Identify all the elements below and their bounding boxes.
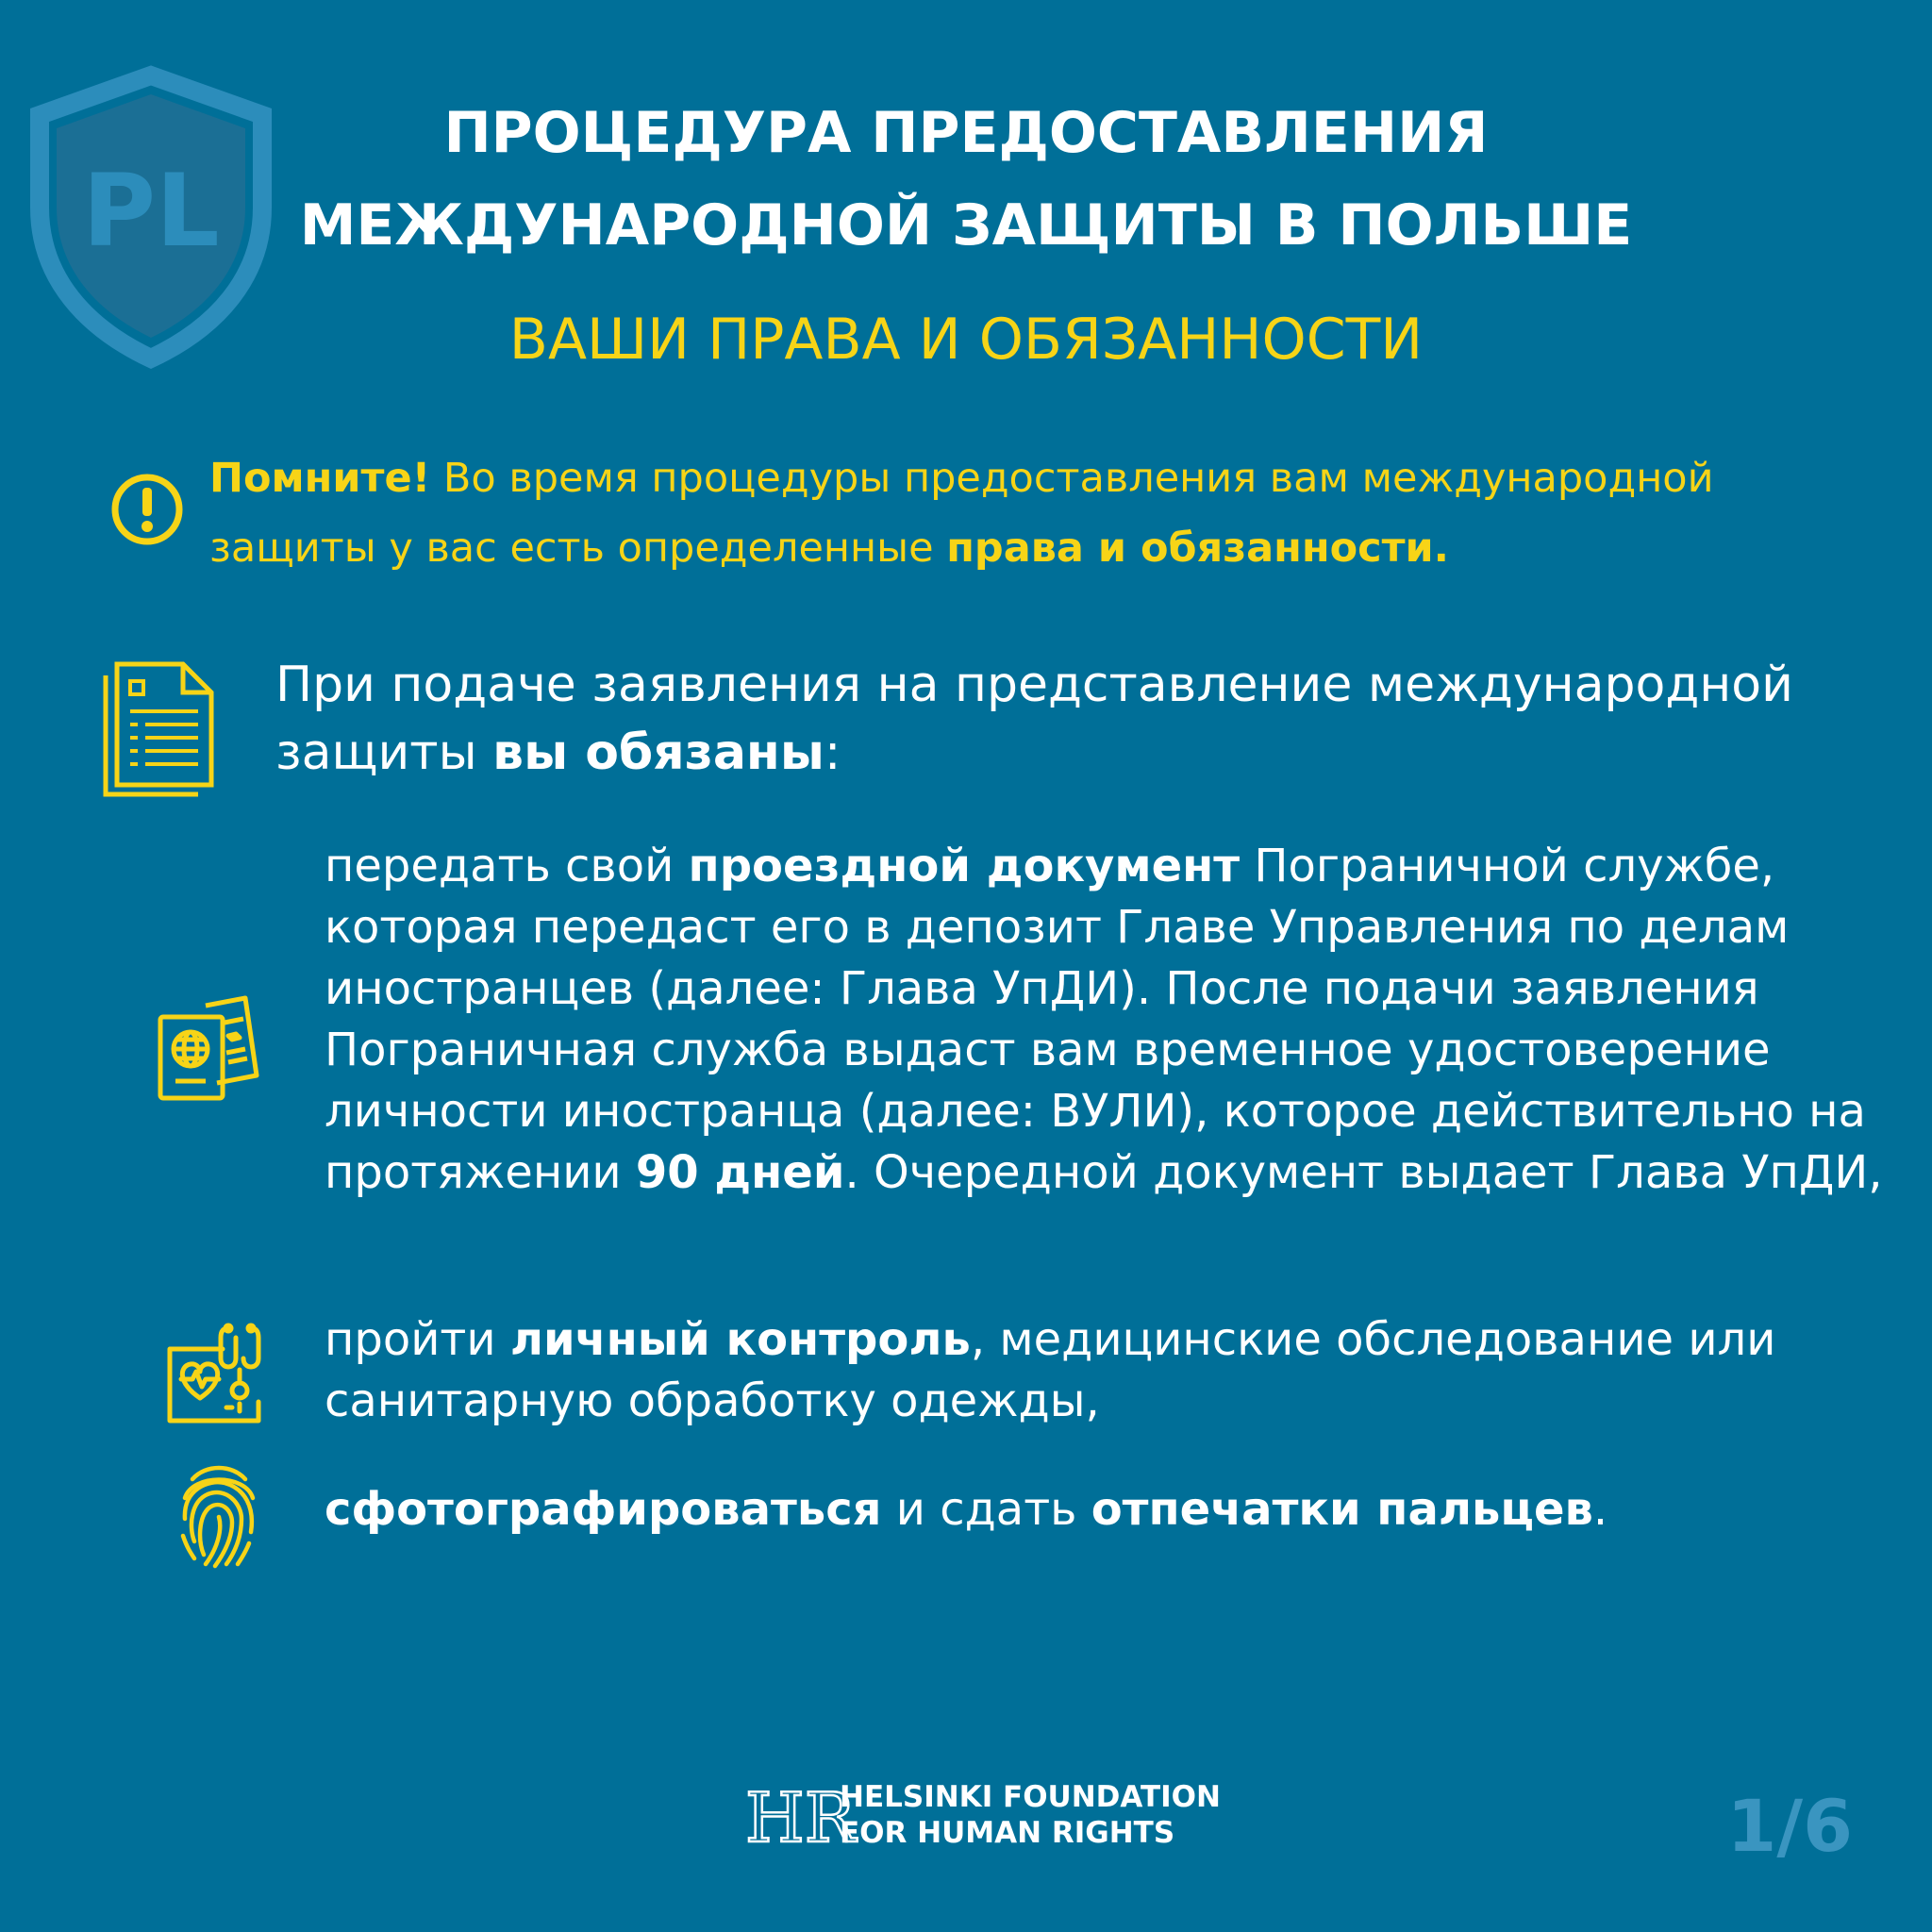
duty-1-bold-b: 90 дней — [635, 1146, 845, 1199]
logo-line-2: FOR HUMAN RIGHTS — [840, 1816, 1175, 1850]
duty-3-bold-a: сфотографироваться — [325, 1483, 882, 1536]
logo-line-1: HELSINKI FOUNDATION — [840, 1780, 1221, 1814]
duty-2-text-a: пройти — [325, 1313, 510, 1366]
intro-end: : — [824, 724, 841, 781]
helsinki-foundation-logo — [741, 1778, 1221, 1857]
duty-1-text-c: . Очередной документ выдает Глава УпДИ, — [844, 1146, 1883, 1199]
duty-item-photo-fingerprints — [325, 1479, 1909, 1541]
intro-bold: вы обязаны — [492, 724, 824, 781]
title-line-2: МЕЖДУНАРОДНОЙ ЗАЩИТЫ В ПОЛЬШЕ — [299, 192, 1633, 258]
logo-text — [840, 1779, 1221, 1851]
duty-3-text-b: . — [1592, 1483, 1608, 1536]
duty-2-text-b: , медицинские обследование или санитарную обработку одежды, — [325, 1313, 1776, 1427]
page-number: 1/6 — [1726, 1784, 1853, 1868]
note-lead: Помните! — [209, 455, 431, 502]
duty-1-bold-a: проездной документ — [688, 840, 1241, 892]
page-subtitle: ВАШИ ПРАВА И ОБЯЗАННОСТИ — [508, 307, 1424, 373]
page-title — [236, 87, 1696, 272]
duty-item-personal-control — [325, 1309, 1909, 1432]
documents-icon — [100, 658, 217, 798]
exclamation-circle-icon — [109, 472, 185, 547]
duty-1-text-a: передать свой — [325, 840, 689, 892]
intro-lead: При подаче заявления на представление международной защиты — [275, 657, 1793, 781]
logo-mark-text: HR — [745, 1778, 856, 1857]
duty-2-bold-a: личный контроль — [509, 1313, 971, 1366]
note-text: Во время процедуры предоставления вам международной защиты у вас есть определенные — [209, 455, 1714, 572]
duty-item-travel-document — [325, 836, 1909, 1204]
note-bold-end: права и обязанности. — [946, 525, 1450, 572]
medical-check-icon — [166, 1321, 272, 1424]
duty-3-bold-b: отпечатки пальцев — [1091, 1483, 1593, 1536]
duty-1-text-b: Пограничной службе, которая передаст его в депозит Главе Управления по делам иностранцев (далее: Глава УпДИ). После подачи заявления Пограничная служба выдаст вам временное удостоверение личности иностранца (далее: ВУЛИ), которое действительно на протяжении — [325, 840, 1866, 1199]
title-line-1: ПРОЦЕДУРА ПРЕДОСТАВЛЕНИЯ — [443, 100, 1489, 166]
shield-label: PL — [82, 153, 220, 269]
hr-logo-mark — [741, 1778, 856, 1857]
fingerprint-icon — [179, 1460, 258, 1570]
reminder-note — [209, 443, 1870, 583]
intro-text — [275, 651, 1898, 787]
duty-3-text-a: и сдать — [881, 1483, 1091, 1536]
passport-ticket-icon — [155, 996, 258, 1102]
